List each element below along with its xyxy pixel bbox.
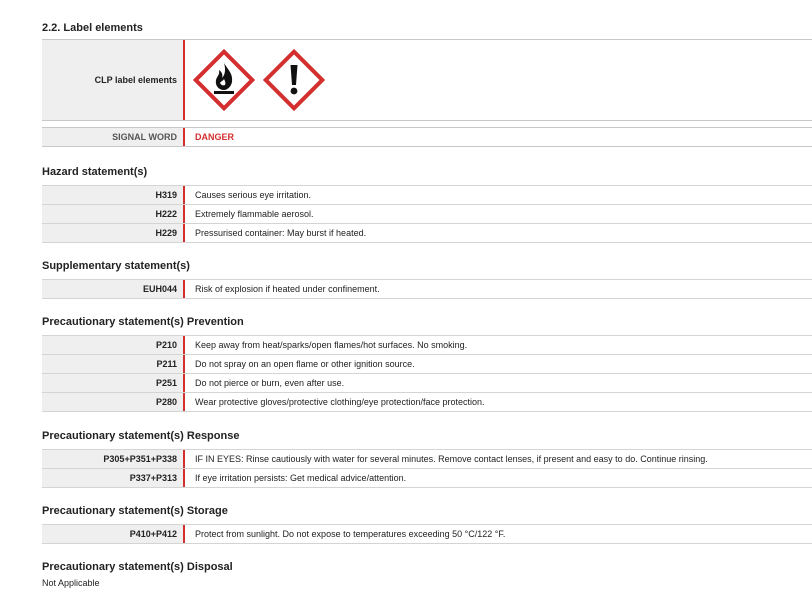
statement-code: P251 <box>42 374 185 392</box>
section-title-label-elements: 2.2. Label elements <box>42 22 143 34</box>
storage-statements-section <box>42 504 812 544</box>
statement-text: IF IN EYES: Rinse cautiously with water for several minutes. Remove contact lenses, if present and easy to do. Continue rinsing. <box>195 454 708 464</box>
clp-label-elements-row <box>42 39 812 121</box>
statement-text: If eye irritation persists: Get medical advice/attention. <box>195 473 407 483</box>
table-row <box>42 335 812 355</box>
statement-text: Pressurised container: May burst if heated. <box>195 228 367 238</box>
supplementary-statements-section <box>42 259 812 299</box>
statement-code: P410+P412 <box>42 525 185 543</box>
statement-text: Risk of explosion if heated under confinement. <box>195 284 380 294</box>
statement-code: EUH044 <box>42 280 185 298</box>
table-row <box>42 469 812 488</box>
table-row <box>42 355 812 374</box>
statement-code: P211 <box>42 355 185 373</box>
statement-code: P210 <box>42 336 185 354</box>
response-statements-section <box>42 429 812 488</box>
section-title-disposal: Precautionary statement(s) Disposal <box>42 561 233 573</box>
section-title-response: Precautionary statement(s) Response <box>42 430 240 442</box>
table-row <box>42 449 812 469</box>
table-row <box>42 185 812 205</box>
table-row <box>42 279 812 299</box>
statement-text: Extremely flammable aerosol. <box>195 209 314 219</box>
statement-text: Do not pierce or burn, even after use. <box>195 378 345 388</box>
table-row <box>42 224 812 243</box>
table-row <box>42 374 812 393</box>
pictogram-group <box>185 40 812 120</box>
disposal-text: Not Applicable <box>42 578 100 588</box>
hazard-statements-section <box>42 165 812 243</box>
section-title-storage: Precautionary statement(s) Storage <box>42 505 228 517</box>
prevention-statements-section <box>42 315 812 412</box>
table-row <box>42 205 812 224</box>
section-title-prevention: Precautionary statement(s) Prevention <box>42 316 244 328</box>
table-row <box>42 393 812 412</box>
clp-label: CLP label elements <box>42 40 185 120</box>
exclamation-pictogram-icon <box>263 49 325 111</box>
signal-word-value: DANGER <box>195 132 235 142</box>
flame-pictogram-icon <box>193 49 255 111</box>
statement-text: Wear protective gloves/protective clothing/eye protection/face protection. <box>195 397 485 407</box>
disposal-statements-section <box>42 560 812 588</box>
statement-code: H229 <box>42 224 185 242</box>
table-row <box>42 524 812 544</box>
statement-code: P280 <box>42 393 185 411</box>
statement-text: Keep away from heat/sparks/open flames/hot surfaces. No smoking. <box>195 340 468 350</box>
signal-word-row <box>42 127 812 147</box>
statement-code: P337+P313 <box>42 469 185 487</box>
statement-code: P305+P351+P338 <box>42 450 185 468</box>
statement-code: H222 <box>42 205 185 223</box>
section-title-hazard: Hazard statement(s) <box>42 166 148 178</box>
statement-code: H319 <box>42 186 185 204</box>
statement-text: Do not spray on an open flame or other ignition source. <box>195 359 415 369</box>
statement-text: Protect from sunlight. Do not expose to temperatures exceeding 50 °C/122 °F. <box>195 529 506 539</box>
statement-text: Causes serious eye irritation. <box>195 190 312 200</box>
section-title-supplementary: Supplementary statement(s) <box>42 260 190 272</box>
signal-word-label: SIGNAL WORD <box>42 128 185 146</box>
